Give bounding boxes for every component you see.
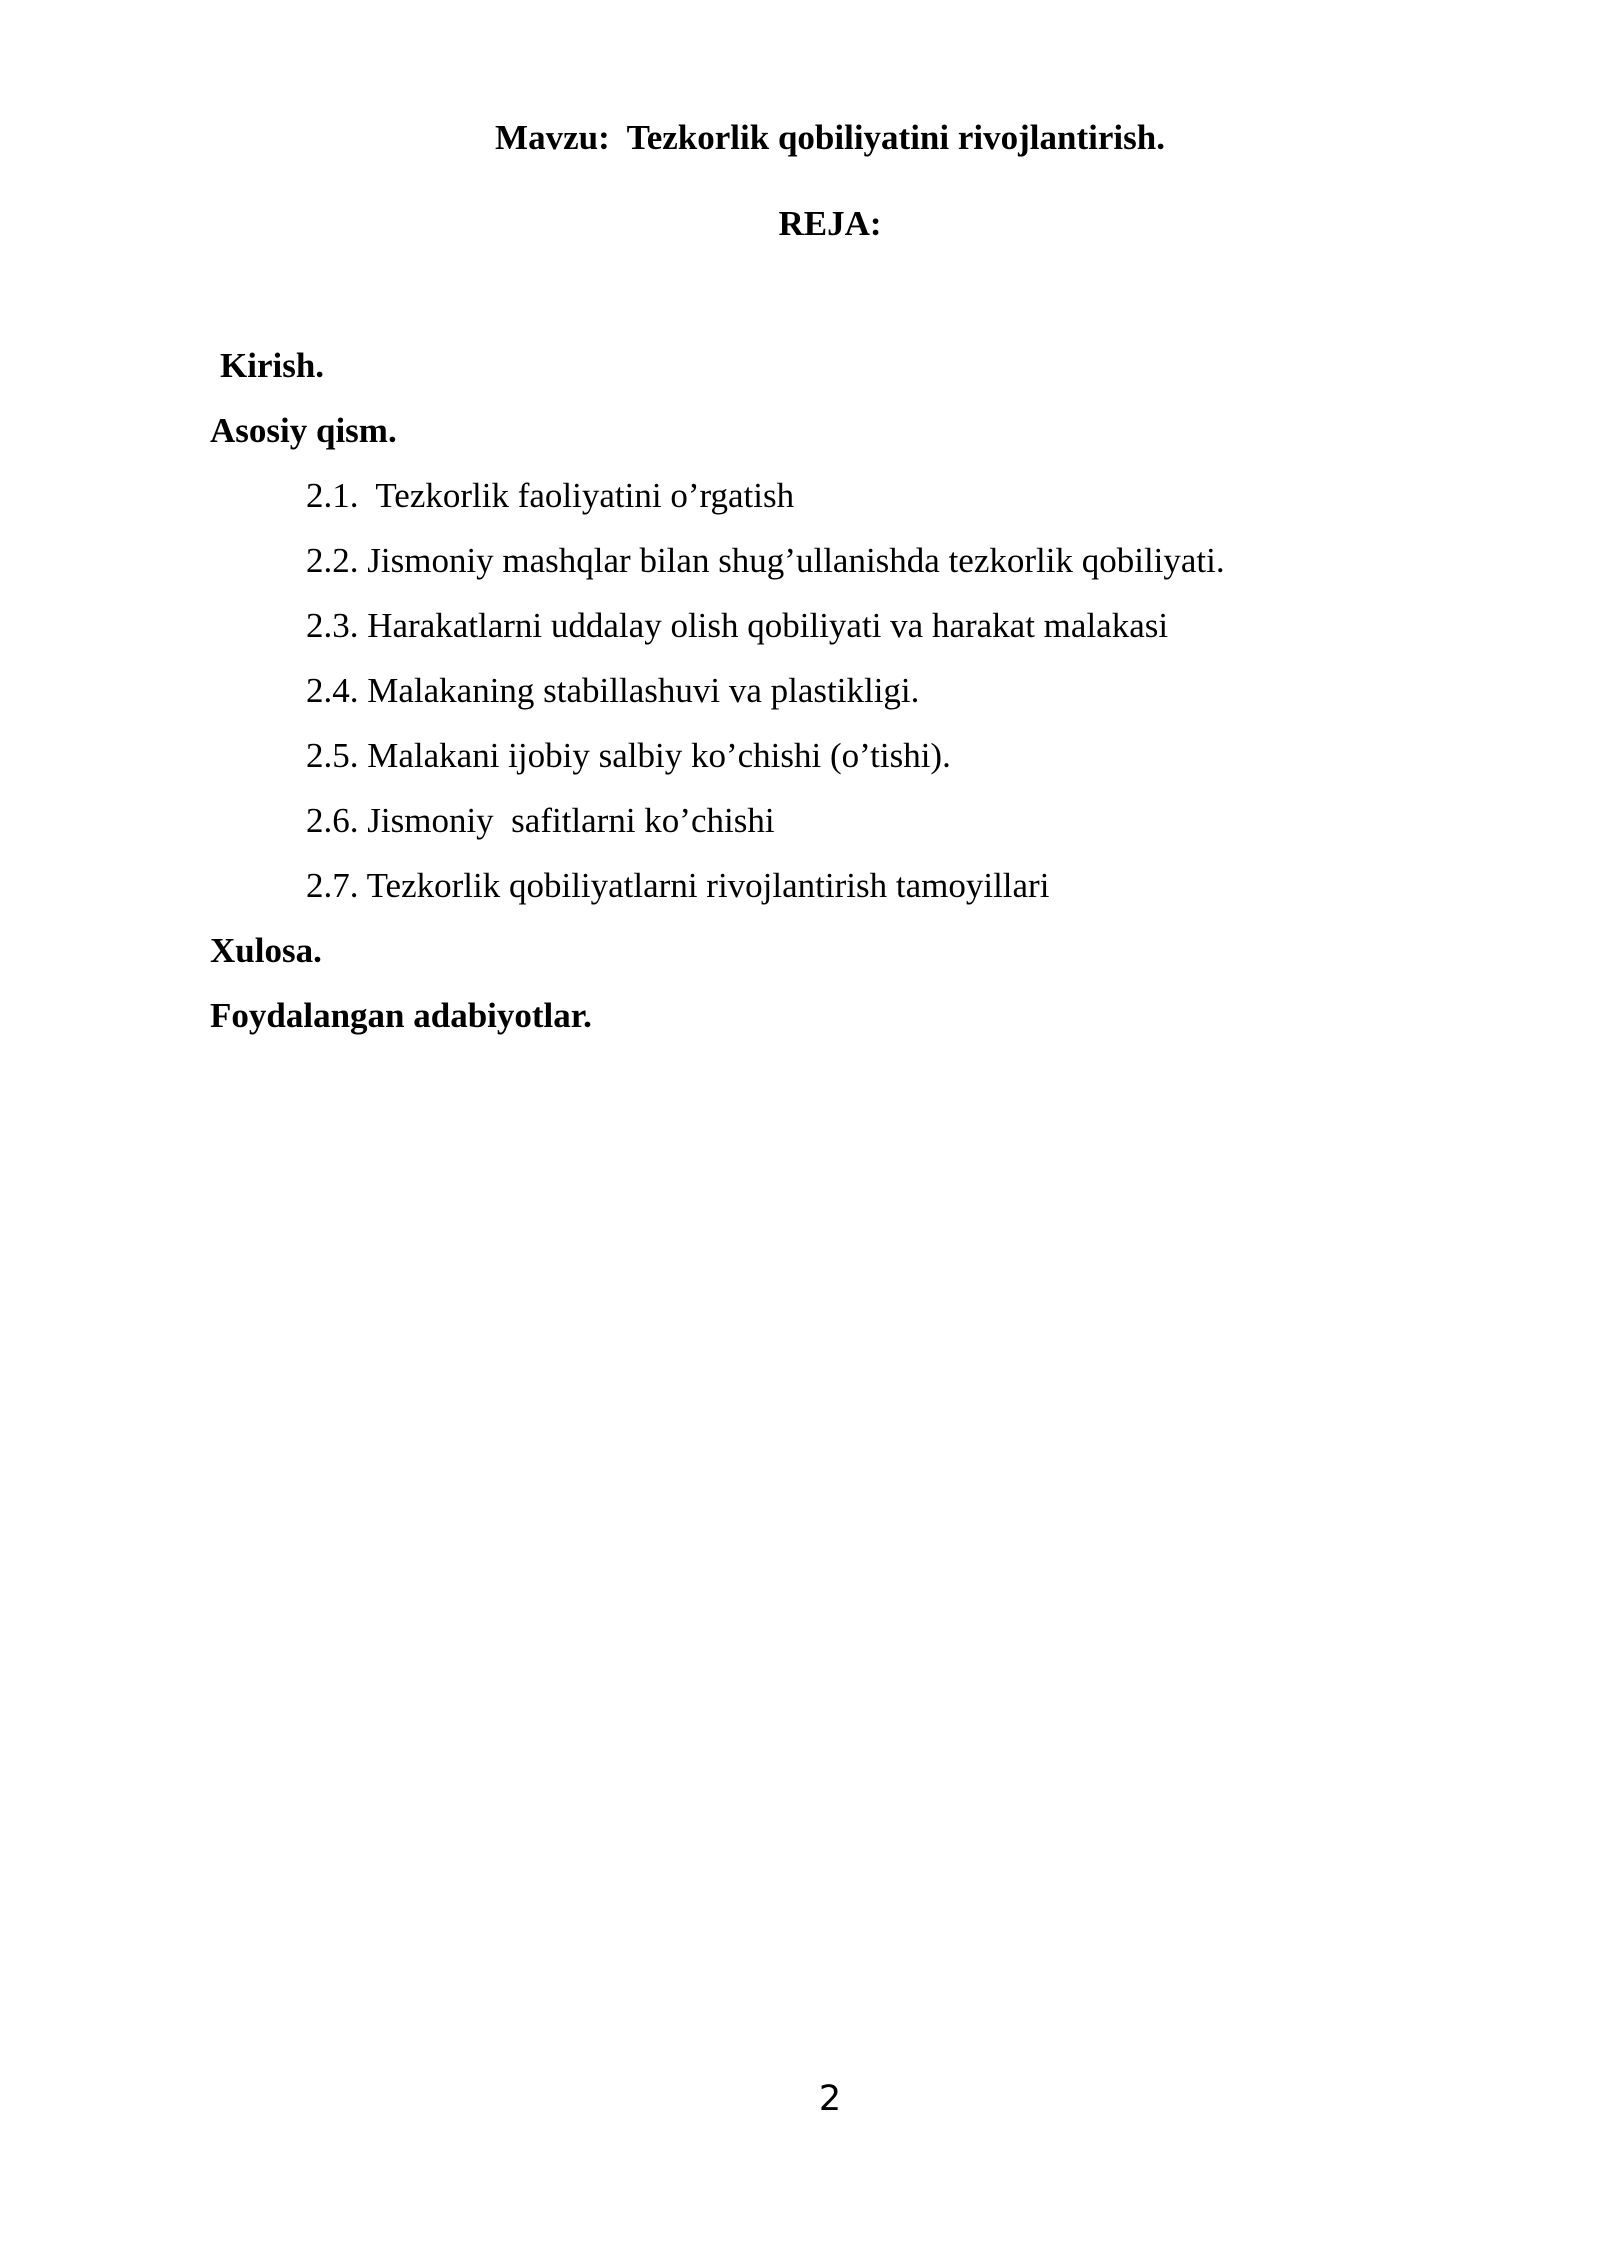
page-number: 2 (818, 2079, 842, 2119)
plan-list (210, 333, 1460, 1048)
plan-subitem-2-1: 2.1. Tezkorlik faoliyatini o’rgatish (306, 476, 795, 515)
plan-item-main-part: Asosiy qism. (210, 411, 397, 450)
plan-subitem-2-4: 2.4. Malakaning stabillashuvi va plastikligi. (306, 671, 920, 710)
plan-item-introduction: Kirish. (220, 346, 325, 385)
plan-item-references: Foydalangan adabiyotlar. (210, 996, 592, 1035)
plan-subitem-2-6: 2.6. Jismoniy safitlarni ko’chishi (306, 801, 775, 840)
plan-heading: REJA: (778, 204, 882, 243)
plan-item-conclusion: Xulosa. (210, 931, 322, 970)
document-title: Mavzu: Tezkorlik qobiliyatini rivojlantirish. (495, 118, 1165, 157)
plan-subitem-2-3: 2.3. Harakatlarni uddalay olish qobiliyati va harakat malakasi (306, 606, 1169, 645)
plan-subitem-2-7: 2.7. Tezkorlik qobiliyatlarni rivojlantirish tamoyillari (306, 866, 1050, 905)
plan-subitem-2-2: 2.2. Jismoniy mashqlar bilan shug’ullanishda tezkorlik qobiliyati. (306, 541, 1225, 580)
plan-subitem-2-5: 2.5. Malakani ijobiy salbiy ko’chishi (o’tishi). (306, 736, 951, 775)
